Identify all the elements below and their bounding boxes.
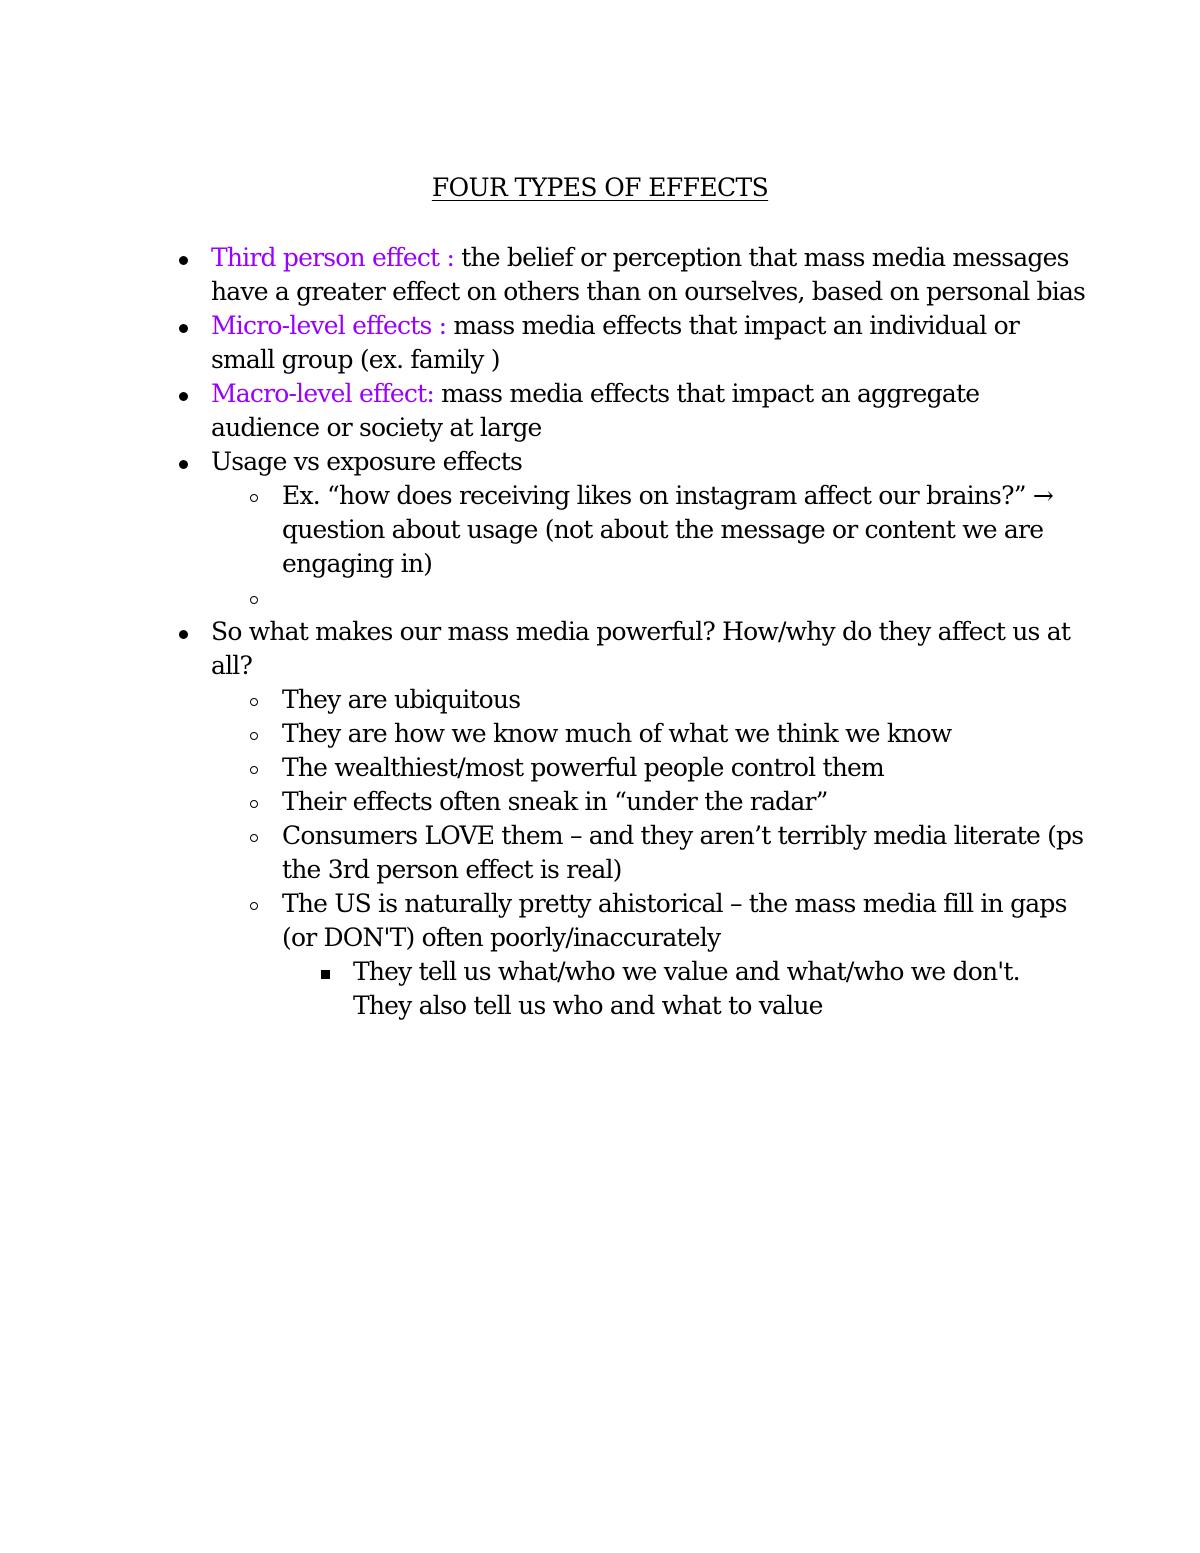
list-item-macro-level [211, 377, 979, 411]
sub-item-continuation: (or DON'T) often poorly/inaccurately [282, 923, 721, 952]
sub-item: Their effects often sneak in “under the radar” [282, 787, 828, 816]
page-title: FOUR TYPES OF EFFECTS [431, 173, 769, 202]
definition-text: mass media effects that impact an individual or [446, 311, 1020, 340]
bullet-disc-icon [179, 324, 188, 333]
bullet-circle-icon [250, 902, 258, 910]
sub-sub-item-value: They tell us what/who we value and what/who we don't. [353, 957, 1020, 986]
sub-item-continuation: the 3rd person effect is real) [282, 855, 622, 884]
list-item-continuation: all? [211, 651, 253, 680]
bullet-square-icon [321, 970, 330, 979]
definition-continuation: audience or society at large [211, 413, 542, 442]
bullet-circle-icon [250, 732, 258, 740]
sub-item-consumers: Consumers LOVE them – and they aren’t terribly media literate (ps [282, 821, 1084, 850]
bullet-circle-icon [250, 834, 258, 842]
term-macro-level: Macro-level effect: [211, 379, 434, 408]
bullet-circle-icon [250, 766, 258, 774]
definition-continuation: have a greater effect on others than on ourselves, based on personal bias [211, 277, 1086, 306]
sub-item-usage-example: Ex. “how does receiving likes on instagram affect our brains?” → [282, 481, 1053, 510]
list-item-power: So what makes our mass media powerful? How/why do they affect us at [211, 617, 1071, 646]
bullet-circle-icon [250, 596, 258, 604]
sub-item: The wealthiest/most powerful people control them [282, 753, 884, 782]
bullet-circle-icon [250, 800, 258, 808]
sub-sub-item-continuation: They also tell us who and what to value [353, 991, 823, 1020]
term-micro-level: Micro-level effects : [211, 311, 447, 340]
bullet-disc-icon [179, 460, 188, 469]
bullet-circle-icon [250, 494, 258, 502]
bullet-disc-icon [179, 630, 188, 639]
sub-item-us-ahistorical: The US is naturally pretty ahistorical – the mass media fill in gaps [282, 889, 1067, 918]
definition-continuation: small group (ex. family ) [211, 345, 500, 374]
definition-text: the belief or perception that mass media messages [454, 243, 1069, 272]
bullet-circle-icon [250, 698, 258, 706]
bullet-disc-icon [179, 256, 188, 265]
sub-item-continuation: engaging in) [282, 549, 433, 578]
sub-item-continuation: question about usage (not about the message or content we are [282, 515, 1044, 544]
list-item-micro-level [211, 309, 1019, 343]
term-third-person: Third person effect : [211, 243, 455, 272]
bullet-disc-icon [179, 392, 188, 401]
sub-item: They are how we know much of what we think we know [282, 719, 952, 748]
list-item-third-person [211, 241, 1069, 275]
list-item-usage: Usage vs exposure effects [211, 447, 522, 476]
definition-text: mass media effects that impact an aggregate [433, 379, 980, 408]
sub-item: They are ubiquitous [282, 685, 521, 714]
